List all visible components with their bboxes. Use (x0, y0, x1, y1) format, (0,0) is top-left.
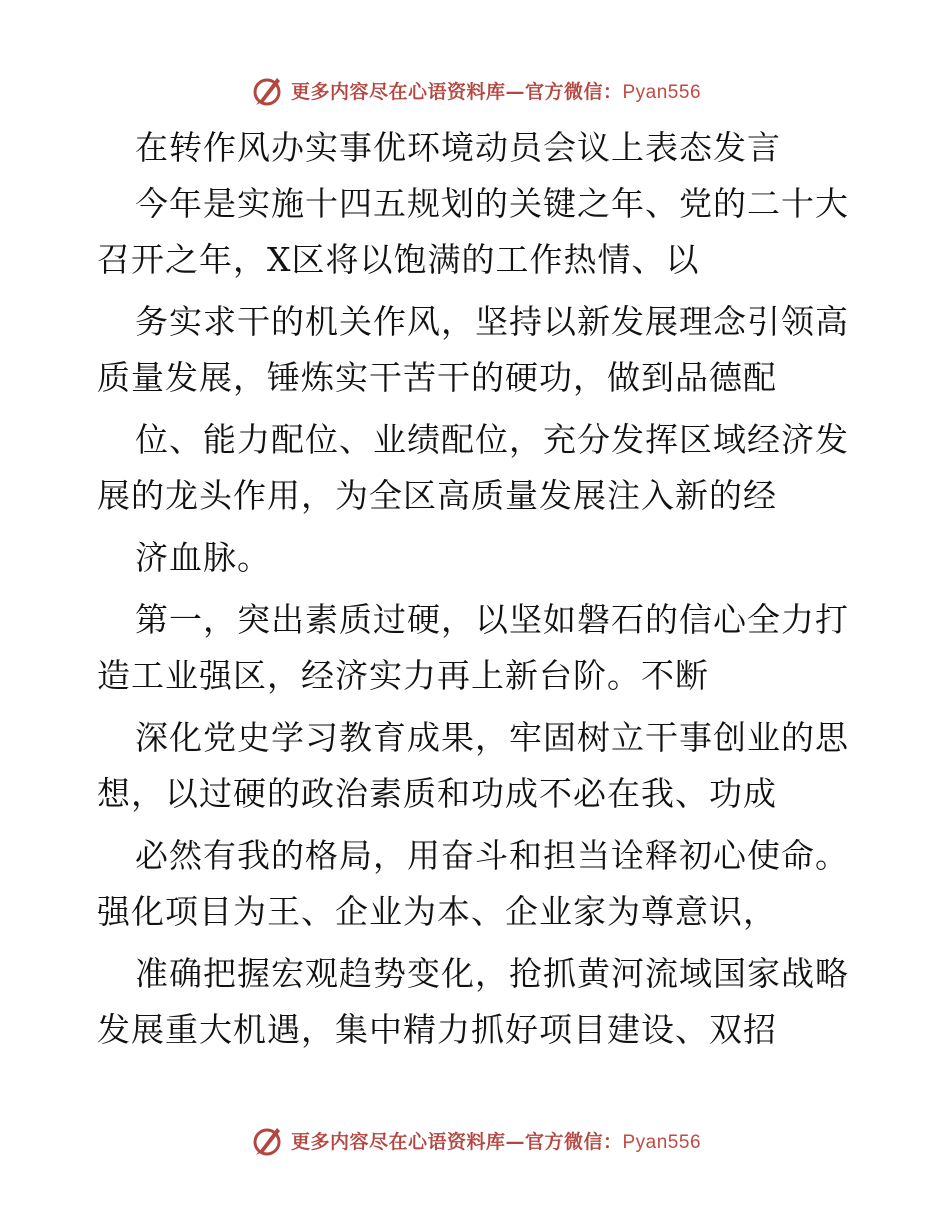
text-line: 造工业强区，经济实力再上新台阶。不断 (97, 656, 709, 695)
text-line: 发展重大机遇，集中精力抓好项目建设、双招 (97, 1010, 777, 1049)
header-banner (0, 70, 950, 110)
quill-pen-logo-icon (249, 1122, 285, 1158)
text-line: 位、能力配位、业绩配位，充分发挥区域经济发 (135, 420, 849, 459)
text-line: 强化项目为王、企业为本、企业家为尊意识， (97, 892, 777, 931)
text-line: 召开之年，X区将以饱满的工作热情、以 (97, 240, 700, 279)
header-banner-text (291, 77, 701, 104)
footer-banner (0, 1120, 950, 1160)
footer-banner-wechat-id: Pyan556 (622, 1131, 702, 1153)
header-banner-wechat-id: Pyan556 (622, 81, 702, 103)
document-title: 在转作风办实事优环境动员会议上表态发言 (135, 128, 781, 167)
text-line: 展的龙头作用，为全区高质量发展注入新的经 (97, 476, 777, 515)
text-line: 质量发展，锤炼实干苦干的硬功，做到品德配 (97, 358, 777, 397)
text-line: 想，以过硬的政治素质和功成不必在我、功成 (97, 774, 777, 813)
text-line: 准确把握宏观趋势变化，抢抓黄河流域国家战略 (135, 954, 849, 993)
footer-banner-cn-text: 更多内容尽在心语资料库—官方微信： (290, 1130, 623, 1153)
footer-banner-text (291, 1127, 701, 1154)
text-line: 今年是实施十四五规划的关键之年、党的二十大 (135, 184, 849, 223)
header-banner-cn-text: 更多内容尽在心语资料库—官方微信： (290, 80, 623, 103)
text-line: 第一，突出素质过硬，以坚如磐石的信心全力打 (135, 600, 849, 639)
quill-pen-logo-icon (249, 72, 285, 108)
text-line: 务实求干的机关作风，坚持以新发展理念引领高 (135, 302, 849, 341)
text-line: 济血脉。 (135, 538, 271, 577)
text-line: 深化党史学习教育成果，牢固树立干事创业的思 (135, 718, 849, 757)
text-line: 必然有我的格局，用奋斗和担当诠释初心使命。 (135, 836, 849, 875)
